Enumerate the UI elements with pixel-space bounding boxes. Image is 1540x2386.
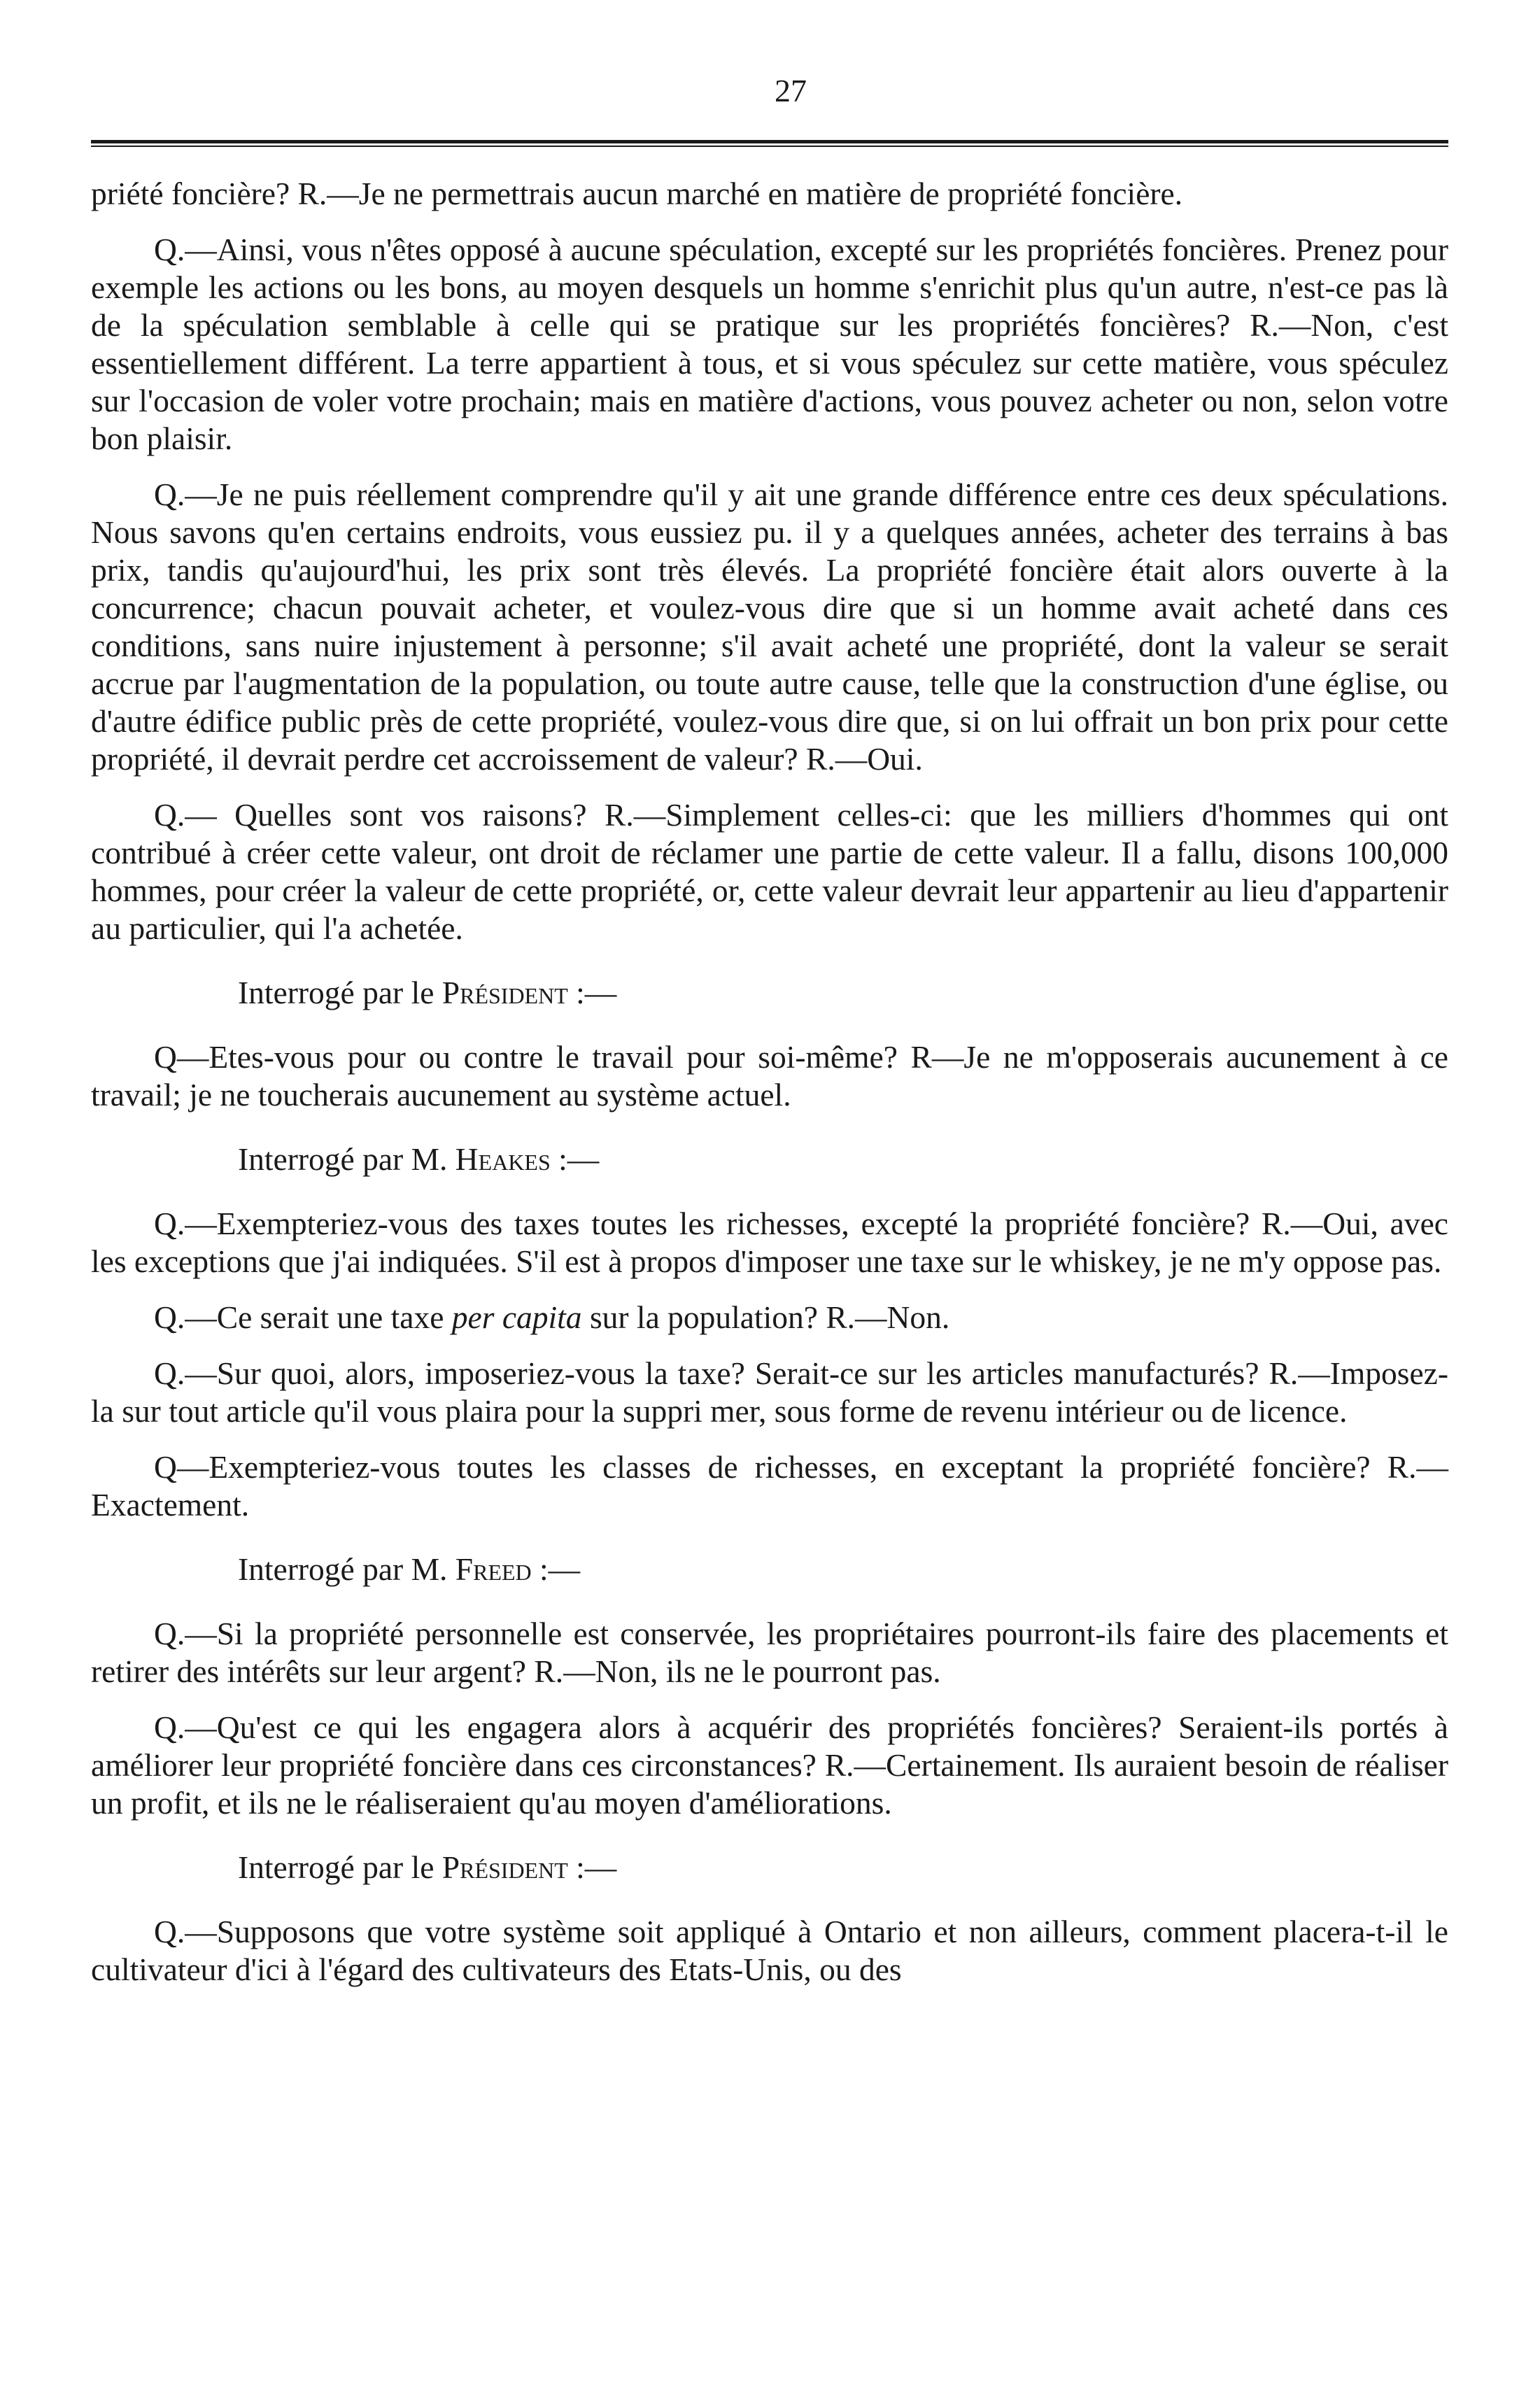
document-page: [91, 70, 1448, 2007]
interrogation-heading: [91, 1551, 1448, 1588]
heading-prefix: Interrogé par le: [238, 1849, 442, 1885]
heading-suffix: :—: [567, 975, 617, 1010]
question-answer-paragraph: [91, 1299, 1448, 1336]
question-answer-paragraph: Q.—Sur quoi, alors, imposeriez-vous la taxe? Serait-ce sur les articles manufacturés? R.—Imposez-la sur tout article qu'il vous plaira pour la suppri mer, sous forme de revenu intérieur ou de licence.: [91, 1355, 1448, 1429]
heading-suffix: :—: [531, 1551, 581, 1587]
interrogator-name: Président: [441, 1849, 568, 1885]
paragraph-text: sur la population? R.—Non.: [581, 1299, 950, 1335]
heading-prefix: Interrogé par le: [238, 975, 442, 1010]
interrogator-name: Président: [441, 975, 568, 1010]
interrogator-name: Heakes: [455, 1141, 551, 1177]
question-answer-paragraph: Q.—Exempteriez-vous des taxes toutes les richesses, excepté la propriété foncière? R.—Oui, avec les exceptions que j'ai indiquées. S'il est à propos d'imposer une taxe sur le whiskey, je ne m'y oppose pas.: [91, 1206, 1448, 1279]
question-answer-paragraph: Q—Exempteriez-vous toutes les classes de richesses, en exceptant la propriété foncière? R.—Exactement.: [91, 1449, 1448, 1523]
question-answer-paragraph: Q—Etes-vous pour ou contre le travail pour soi-même? R—Je ne m'opposerais aucunement à ce travail; je ne toucherais aucunement au système actuel.: [91, 1039, 1448, 1113]
continued-paragraph: priété foncière? R.—Je ne permettrais aucun marché en matière de propriété foncière.: [91, 176, 1183, 211]
heading-prefix: Interrogé par M.: [238, 1141, 455, 1177]
question-answer-paragraph: Q.—Je ne puis réellement comprendre qu'il y ait une grande différence entre ces deux spéculations. Nous savons qu'en certains endroits, vous eussiez pu. il y a quelques années, acheter des terrains à bas prix, tandis qu'aujourd'hui, les prix sont très élevés. La propriété foncière était alors ouverte à la concurrence; chacun pouvait acheter, et voulez-vous dire que si un homme avait acheté dans ces conditions, sans nuire injustement à personne; s'il avait acheté une propriété, dont la valeur se serait accrue par l'augmentation de la population, ou toute autre cause, telle que la construction d'une église, ou d'autre édifice public près de cette propriété, voulez-vous dire que, si on lui offrait un bon prix pour cette propriété, il devrait perdre cet accroissement de valeur? R.—Oui.: [91, 477, 1448, 777]
question-answer-paragraph: Q.—Ainsi, vous n'êtes opposé à aucune spéculation, excepté sur les propriétés foncières. Prenez pour exemple les actions ou les bons, au moyen desquels un homme s'enrichit plus qu'un autre, n'est-ce pas là de la spéculation semblable à celle qui se pratique sur les propriétés foncières? R.—Non, c'est essentiellement différent. La terre appartient à tous, et si vous spéculez sur cette matière, vous spéculez sur l'occasion de voler votre prochain; mais en matière d'actions, vous pouvez acheter ou non, selon votre bon plaisir.: [91, 232, 1448, 456]
header-rule: [91, 140, 1448, 147]
interrogation-heading: [91, 1849, 1448, 1886]
page-number: 27: [775, 73, 807, 108]
interrogator-name: Freed: [455, 1551, 532, 1587]
document-body: [91, 175, 1448, 1989]
heading-prefix: Interrogé par M.: [238, 1551, 455, 1587]
question-answer-paragraph: Q.—Supposons que votre système soit appliqué à Ontario et non ailleurs, comment placera-t-il le cultivateur d'ici à l'égard des cultivateurs des Etats-Unis, ou des: [91, 1914, 1448, 1987]
question-answer-paragraph: Q.— Quelles sont vos raisons? R.—Simplement celles-ci: que les milliers d'hommes qui ont contribué à créer cette valeur, ont droit de réclamer une partie de cette valeur. Il a fallu, disons 100,000 hommes, pour créer la valeur de cette propriété, or, cette valeur devrait leur appartenir au lieu d'appartenir au particulier, qui l'a achetée.: [91, 797, 1448, 946]
interrogation-heading: [91, 1141, 1448, 1178]
question-answer-paragraph: Q.—Si la propriété personnelle est conservée, les propriétaires pourront-ils faire des placements et retirer des intérêts sur leur argent? R.—Non, ils ne le pourront pas.: [91, 1616, 1448, 1689]
paragraph-text: Q.—Ce serait une taxe: [154, 1299, 452, 1335]
interrogation-heading: [91, 974, 1448, 1012]
italic-phrase: per capita: [451, 1299, 582, 1335]
heading-suffix: :—: [550, 1141, 600, 1177]
question-answer-paragraph: Q.—Qu'est ce qui les engagera alors à acquérir des propriétés foncières? Seraient-ils portés à améliorer leur propriété foncière dans ces circonstances? R.—Certainement. Ils auraient besoin de réaliser un profit, et ils ne le réaliseraient qu'au moyen d'améliorations.: [91, 1709, 1448, 1821]
heading-suffix: :—: [567, 1849, 617, 1885]
